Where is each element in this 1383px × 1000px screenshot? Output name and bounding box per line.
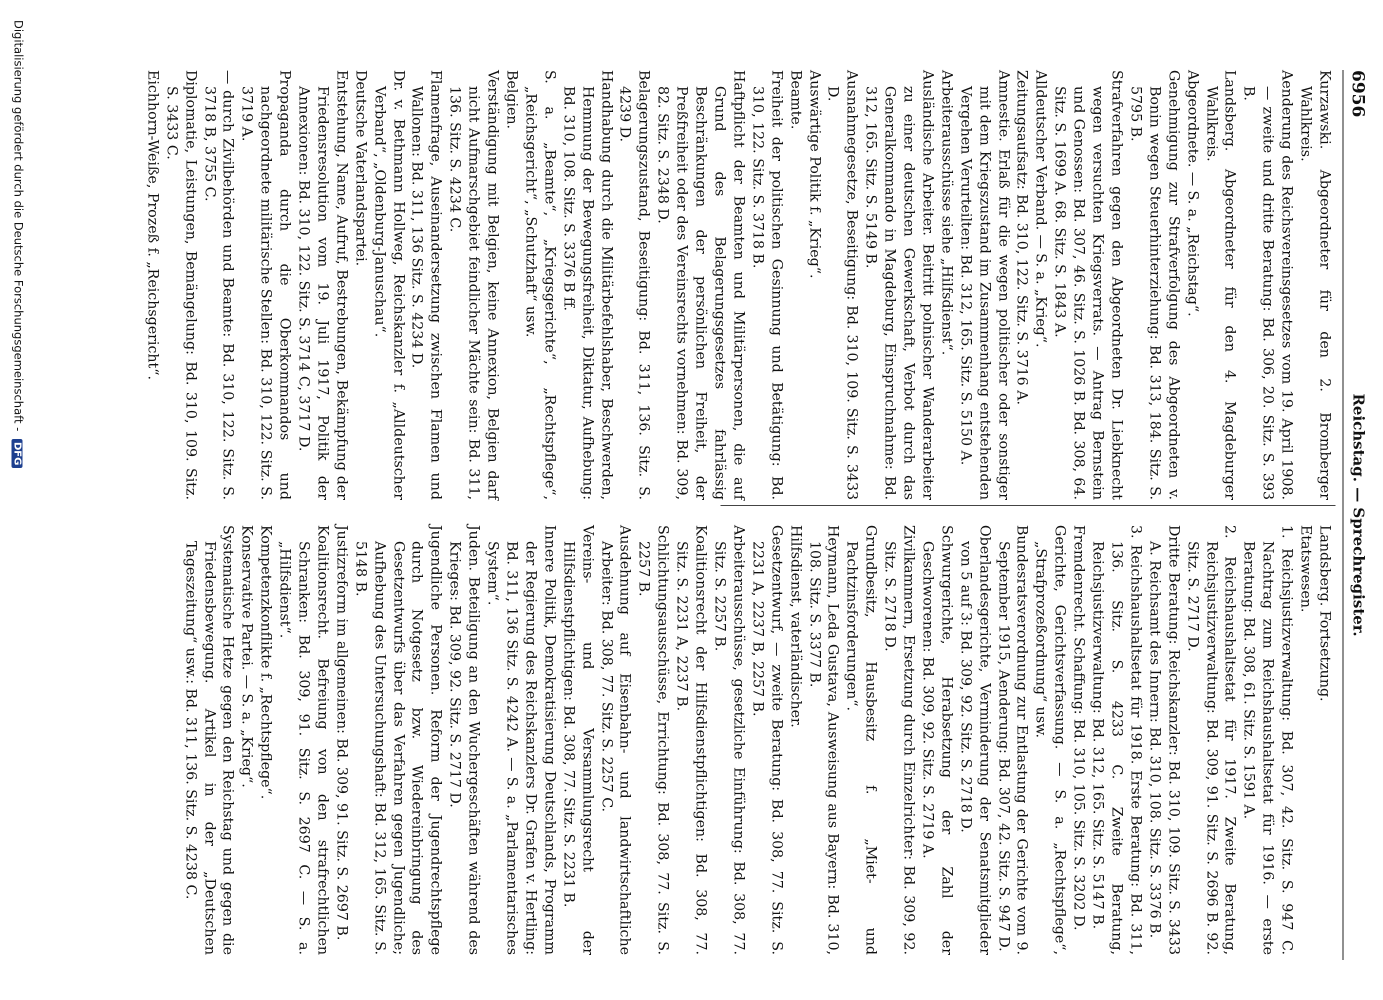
register-entry: Etatswesen. xyxy=(1297,525,1314,613)
register-entry: Ausdehnung auf Eisenbahn- und landwirtschaftliche Arbeiter: Bd. 308, 77. Sitz. S. 2257 C. xyxy=(597,525,633,955)
register-entry: Propaganda durch die Oberkommandos und nachgeordnete militärische Stellen: Bd. 310, 122. Sitz. S. 3719 A. xyxy=(238,70,293,500)
register-entry: Amnestie. Erlaß für die wegen politischer oder sonstiger mit dem Kriegszustand im Zusammenhang entstehenden Vergehen Verurteilten: Bd. 312, 165. Sitz. S. 5150 A. xyxy=(956,70,1011,500)
register-entry: Konservative Partei. — S. a. „Krieg“. xyxy=(238,525,255,788)
register-entry: Kompetenzkonflikte f. „Rechtspflege“. xyxy=(257,525,274,800)
register-entry: Aenderung des Reichsvereinsgesetzes vom 19. April 1908. — zweite und dritte Beratung: Bd. 306, 20. Sitz. S. 393 B. xyxy=(1240,70,1295,500)
register-entry: Hilfsdienst, vaterländischer. xyxy=(786,525,803,728)
register-entry: Flamenfrage, Auseinandersetzung zwischen Flamen und Wallonen: Bd. 311, 136 Sitz. S. 4234 D. xyxy=(408,70,444,500)
register-entry: Diplomatie, Leistungen, Bemängelung: Bd. 310, 109. Sitz. S. 3433 C. xyxy=(162,70,198,500)
register-entry: S. a. „Beamte“, „Kriegsgerichte“, „Rechtspflege“, „Reichsgericht“, „Schutzhaft“ usw. xyxy=(521,70,557,500)
register-entry: Gesetzentwurf, — zweite Beratung: Bd. 308, 77. Sitz. S. 2231 A, 2237 B, 2257 B. xyxy=(748,525,784,955)
column-divider xyxy=(720,505,1335,506)
register-entry: Koalitionsrecht. Befreiung von den strafrechtlichen Schranken: Bd. 309, 91. Sitz. S. 2697 C. — S. a. „Hilfsdienst“. xyxy=(276,525,330,955)
left-column xyxy=(142,70,1333,500)
register-entry: Belgien. xyxy=(503,70,520,130)
register-entry: Strafverfahren gegen den Abgeordneten Dr. Liebknecht wegen versuchten Kriegsverrats. — Antrag Bernstein und Genossen: Bd. 307, 46. Sitz. S. 1026 B. Bd. 308, 64. Sitz. S. 1699 A. 68. Sitz. S. 1843 A. xyxy=(1051,70,1125,500)
register-entry: — durch Zivilbehörden und Beamte: Bd. 310, 122. Sitz. S. 3718 B, 3755 C. xyxy=(200,70,236,500)
register-entry: 3. Reichshaushaltsetat für 1918. Erste Beratung: Bd. 311, 136. Sitz. S. 4233 C. Zweite Beratung, Reichsjustizverwaltung: Bd. 312, 165. Sitz. S. 5147 B. xyxy=(1089,525,1143,955)
register-entry: 2. Reichshaushaltsetat für 1917. Zweite Beratung, Reichsjustizverwaltung: Bd. 309, 91. Sitz. S. 2696 B. 92. Sitz. S. 2717 D. xyxy=(1183,525,1238,955)
register-entry: Dr. v. Bethmann Hollweg, Reichskanzler f. „Alldeutscher Verband“, „Oldenburg-Januschau“. xyxy=(370,70,406,500)
register-entry: Ausnahmegesetze, Beseitigung: Bd. 310, 109. Sitz. S. 3433 D. xyxy=(824,70,860,500)
register-entry: Ausländische Arbeiter. Beitritt polnischer Wanderarbeiter zu einer deutschen Gewerkschaft, Verbot durch das Generalkommando in Magdeburg, Einspruchnahme: Bd. 312, 165. Sitz. S. 5149 B. xyxy=(862,70,935,500)
register-entry: Bundesratsverordnung zur Entlastung der Gerichte vom 9. September 1915, Aenderung: Bd. 307, 42. Sitz. S. 947 D. xyxy=(994,525,1030,955)
register-entry: Entstehung, Name, Aufruf, Bestrebungen, Bekämpfung der Friedensresolution vom 19. Juli 1917, Politik der Annexionen: Bd. 310, 122. Sitz. S. 3714 C, 3717 D. xyxy=(295,70,349,500)
register-entry: Systematische Hetze gegen den Reichstag und gegen die Friedensbewegung. Artikel in der „Deutschen Tageszeitung“ usw.: Bd. 311, 136. Sitz. S. 4238 C. xyxy=(181,525,236,955)
register-entry: Arbeiterausschüsse siehe „Hilfsdienst“. xyxy=(937,70,954,356)
register-entry: Justizreform im allgemeinen: Bd. 309, 91. Sitz. S. 2697 B. xyxy=(332,525,349,941)
register-entry: Deutsche Vaterlandspartei. xyxy=(351,70,368,267)
register-entry: Innere Politik, Demokratisierung Deutschlands, Programm der Regierung des Reichskanzlers Dr. Grafen v. Hertling: Bd. 311, 136 Sitz. S. 4242 A. — S. a. „Parlamentarisches System“. xyxy=(484,525,557,955)
register-entry: Belagerungszustand, Beseitigung: Bd. 311, 136. Sitz. S. 4239 D. xyxy=(616,70,652,500)
register-entry: Zeitungsaufsatz: Bd. 310, 122. Sitz. S. 3716 A. xyxy=(1013,70,1030,405)
register-entry: Gerichte, Gerichtsverfassung. — S. a. „Rechtspflege“, „Strafprozeßordnung“ usw. xyxy=(1032,525,1068,955)
register-entry: Jugendliche Personen. Reform der Jugendrechtspflege durch Notgesetz bzw. Wiedereinbringung des Gesetzentwurfs über das Verfahren gegen Jugendliche; Aufhebung des Untersuchungshaft: Bd. 312, 165. Sitz. S. 5148 B. xyxy=(351,525,444,955)
register-entry: Dritte Beratung: Reichskanzler: Bd. 310, 109. Sitz. S. 3433 A. Reichsamt des Innern: Bd. 310, 108. Sitz. S. 3376 B. xyxy=(1145,525,1181,955)
register-entry: Auswärtige Politik f. „Krieg“. xyxy=(805,70,822,279)
register-entry: Beamte. xyxy=(786,70,803,130)
register-entry: Oberlandesgerichte, Verminderung der Senatsmitglieder von 5 auf 3: Bd. 309, 92. Sitz. S. 2718 D. xyxy=(956,525,992,955)
page-header xyxy=(1342,70,1369,960)
register-entry: Freiheit der politischen Gesinnung und Betätigung: Bd. 310, 122. Sitz. S. 3718 B. xyxy=(748,70,784,500)
register-entry: Handhabung durch die Militärbefehlshaber, Beschwerden, Hemmung der Bewegungsfreiheit, Diktatur, Aufhebung: Bd. 310, 108. Sitz. S. 3376 B ff. xyxy=(559,70,614,500)
register-entry: Haftpflicht der Beamten und Militärpersonen, die auf Grund des Belagerungsgesetzes fahrlässig Beschränkungen der persönlichen Freiheit, der Preßfreiheit oder des Vereinsrechts vornehmen: Bd. 309, 82. Sitz. S. 2348 D. xyxy=(654,70,746,500)
digitization-credit xyxy=(3,0,25,1000)
register-entry: Fremdenrecht. Schaffung: Bd. 310, 105. Sitz. S. 3202 D. xyxy=(1070,525,1087,931)
register-entry: Landsberg. Fortsetzung. xyxy=(1316,525,1332,702)
right-column xyxy=(180,525,1333,955)
register-entry: Verständigung mit Belgien, keine Annexion, Belgien darf nicht Aufmarschgebiet feindlicher Mächte sein: Bd. 311, 136. Sitz. S. 4234 C. xyxy=(446,70,501,500)
register-entry: Vereins- und Versammlungsrecht der Hilfsdienstpflichtigen: Bd. 308, 77. Sitz. S. 2231 B. xyxy=(559,525,595,955)
page-title: Reichstag. — Sprechregister. xyxy=(1349,393,1367,637)
register-entry: Zivilkammern, Ersetzung durch Einzelrichter: Bd. 309, 92. Sitz. S. 2718 D. xyxy=(881,525,917,955)
register-entry: 1. Reichsjustizverwaltung: Bd. 307, 42. Sitz. S. 947 C. Nachtrag zum Reichshaushaltsetat für 1916. — erste Beratung: Bd. 308, 61. Sitz. S. 1591 A. xyxy=(1240,525,1295,955)
dfg-logo: DFG xyxy=(11,439,22,468)
register-entry: Schlichtungsausschüsse, Errichtung: Bd. 308, 77. Sitz. S. 2257 B. xyxy=(635,525,671,955)
credit-text: Digitalisierung gefördert durch die Deutsche Forschungsgemeinschaft - xyxy=(11,20,25,432)
register-entry: Abgeordnete. — S. a. „Reichstag“. xyxy=(1183,70,1200,317)
register-entry: Heymann, Leda Gustava, Ausweisung aus Bayern: Bd. 310, 108. Sitz. S. 3377 B. xyxy=(805,525,841,955)
register-entry: Grundbesitz, Hausbesitz f. „Miet- und Pachtzinsforderungen“. xyxy=(843,525,879,955)
register-entry: Landsberg. Abgeordneter für den 4. Magdeburger Wahlkreis. xyxy=(1202,70,1238,500)
register-entry: Kurzawski. Abgeordneter für den 2. Bromberger Wahlkreis. xyxy=(1297,70,1332,500)
register-entry: Genehmigung zur Strafverfolgung des Abgeordneten v. Bonin wegen Steuerhinterziehung: Bd. 313, 184. Sitz. S. 5795 B. xyxy=(1126,70,1181,500)
register-entry: Juden. Beteiligung an den Wuchergeschäften während des Krieges: Bd. 309, 92. Sitz. S. 2717 D. xyxy=(446,525,482,955)
register-entry: Koalitionsrecht der Hilfsdienstpflichtigen: Bd. 308, 77. Sitz. S. 2231 A, 2237 B. xyxy=(673,525,709,955)
register-entry: Alldeutscher Verband. — S. a. „Krieg“. xyxy=(1032,70,1049,348)
register-entry: Arbeiterausschüsse, gesetzliche Einführung: Bd. 308, 77. Sitz. S. 2257 B. xyxy=(711,525,746,955)
register-entry: Schwurgerichte, Herabsetzung der Zahl der Geschworenen: Bd. 309, 92. Sitz. S. 2719 A. xyxy=(918,525,954,955)
page-number: 6956 xyxy=(1347,70,1367,118)
register-entry: Eichhorn-Weiße, Prozeß f. „Reichsgericht“. xyxy=(143,70,160,381)
